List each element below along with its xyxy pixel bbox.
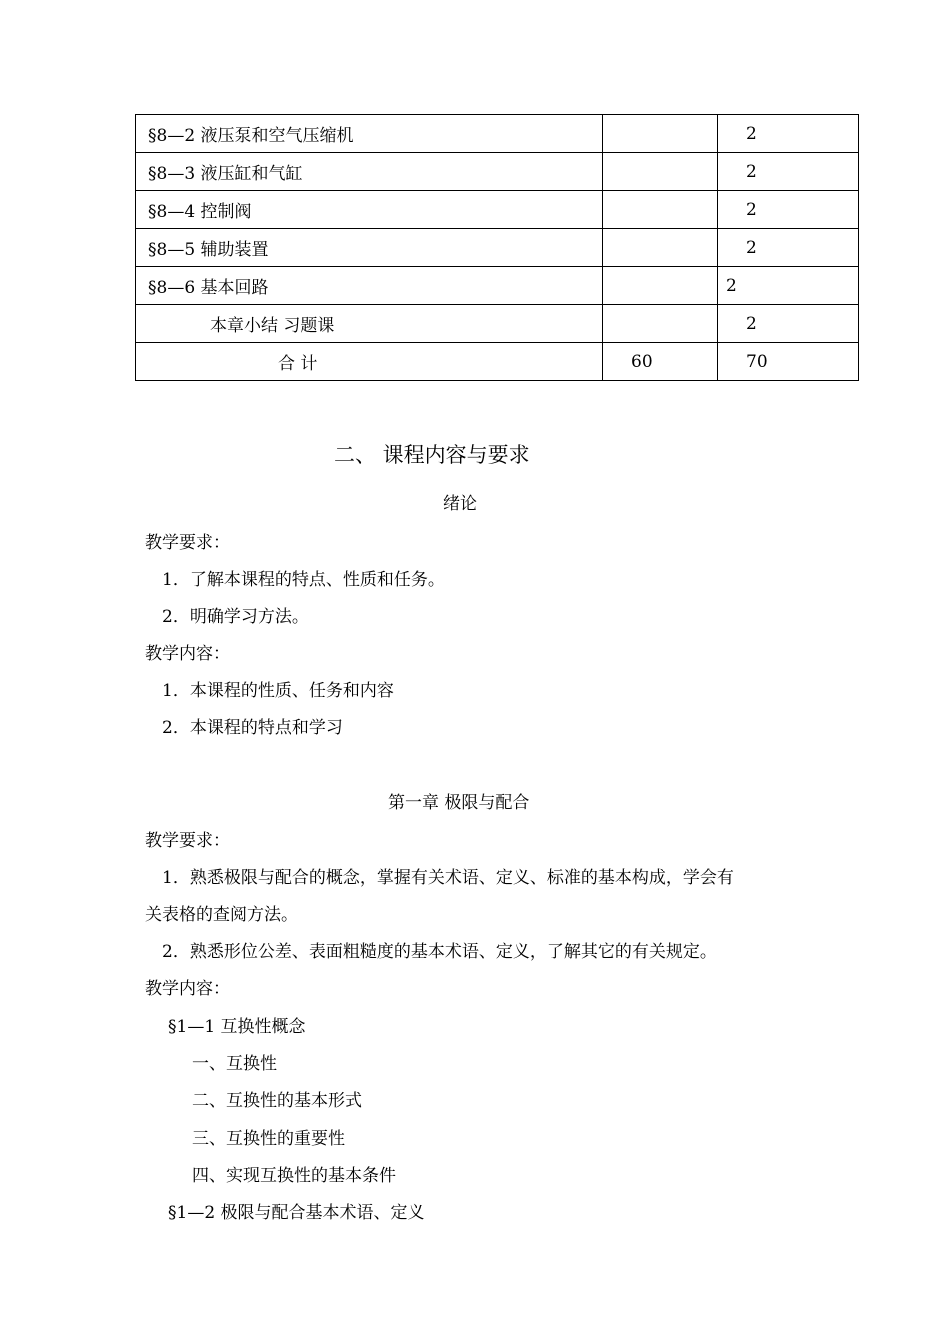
table-row	[136, 305, 859, 343]
paragraph-line: 1．熟悉极限与配合的概念，掌握有关术语、定义、标准的基本构成，学会有	[162, 868, 734, 888]
list-item: 三、互换性的重要性	[192, 1129, 345, 1149]
paragraph-line: 2．熟悉形位公差、表面粗糙度的基本术语、定义，了解其它的有关规定。	[162, 942, 717, 962]
list-item: 一、互换性	[192, 1054, 277, 1074]
hours-cell	[603, 229, 718, 267]
topic-cell: §8—6 基本回路	[136, 267, 603, 305]
section-heading: 二、 课程内容与要求	[334, 443, 530, 467]
list-item: 2．明确学习方法。	[162, 607, 309, 627]
hours-cell	[603, 153, 718, 191]
topic-cell: 本章小结 习题课	[136, 305, 603, 343]
hours-cell: 2	[718, 229, 859, 267]
hours-cell: 2	[718, 191, 859, 229]
requirements-label: 教学要求：	[145, 533, 230, 553]
total-theory: 60	[603, 343, 718, 381]
table-row	[136, 115, 859, 153]
table-row	[136, 191, 859, 229]
topic-cell: §8—4 控制阀	[136, 191, 603, 229]
list-item: 四、实现互换性的基本条件	[192, 1166, 396, 1186]
table-row	[136, 267, 859, 305]
hours-cell	[603, 305, 718, 343]
list-item: 二、互换性的基本形式	[192, 1091, 362, 1111]
table-row	[136, 229, 859, 267]
hours-cell: 2	[718, 305, 859, 343]
topic-cell: §8—2 液压泵和空气压缩机	[136, 115, 603, 153]
intro-title: 绪论	[443, 494, 477, 514]
hours-cell	[603, 191, 718, 229]
hours-cell: 2	[718, 115, 859, 153]
section-title: §1—2 极限与配合基本术语、定义	[168, 1203, 425, 1223]
section-title: §1—1 互换性概念	[168, 1017, 306, 1037]
content-label: 教学内容：	[145, 644, 230, 664]
paragraph-line: 关表格的查阅方法。	[145, 905, 298, 925]
chapter-title: 第一章 极限与配合	[388, 793, 530, 813]
list-item: 1．本课程的性质、任务和内容	[162, 681, 394, 701]
content-label: 教学内容：	[145, 979, 230, 999]
hours-cell: 2	[718, 267, 859, 305]
hours-table	[135, 114, 859, 381]
total-hours: 70	[718, 343, 859, 381]
table-row	[136, 153, 859, 191]
hours-cell: 2	[718, 153, 859, 191]
hours-cell	[603, 267, 718, 305]
topic-cell: §8—3 液压缸和气缸	[136, 153, 603, 191]
list-item: 1．了解本课程的特点、性质和任务。	[162, 570, 445, 590]
topic-cell: §8—5 辅助装置	[136, 229, 603, 267]
list-item: 2．本课程的特点和学习	[162, 718, 343, 738]
total-label: 合 计	[136, 343, 603, 381]
table-total-row	[136, 343, 859, 381]
hours-cell	[603, 115, 718, 153]
requirements-label: 教学要求：	[145, 831, 230, 851]
